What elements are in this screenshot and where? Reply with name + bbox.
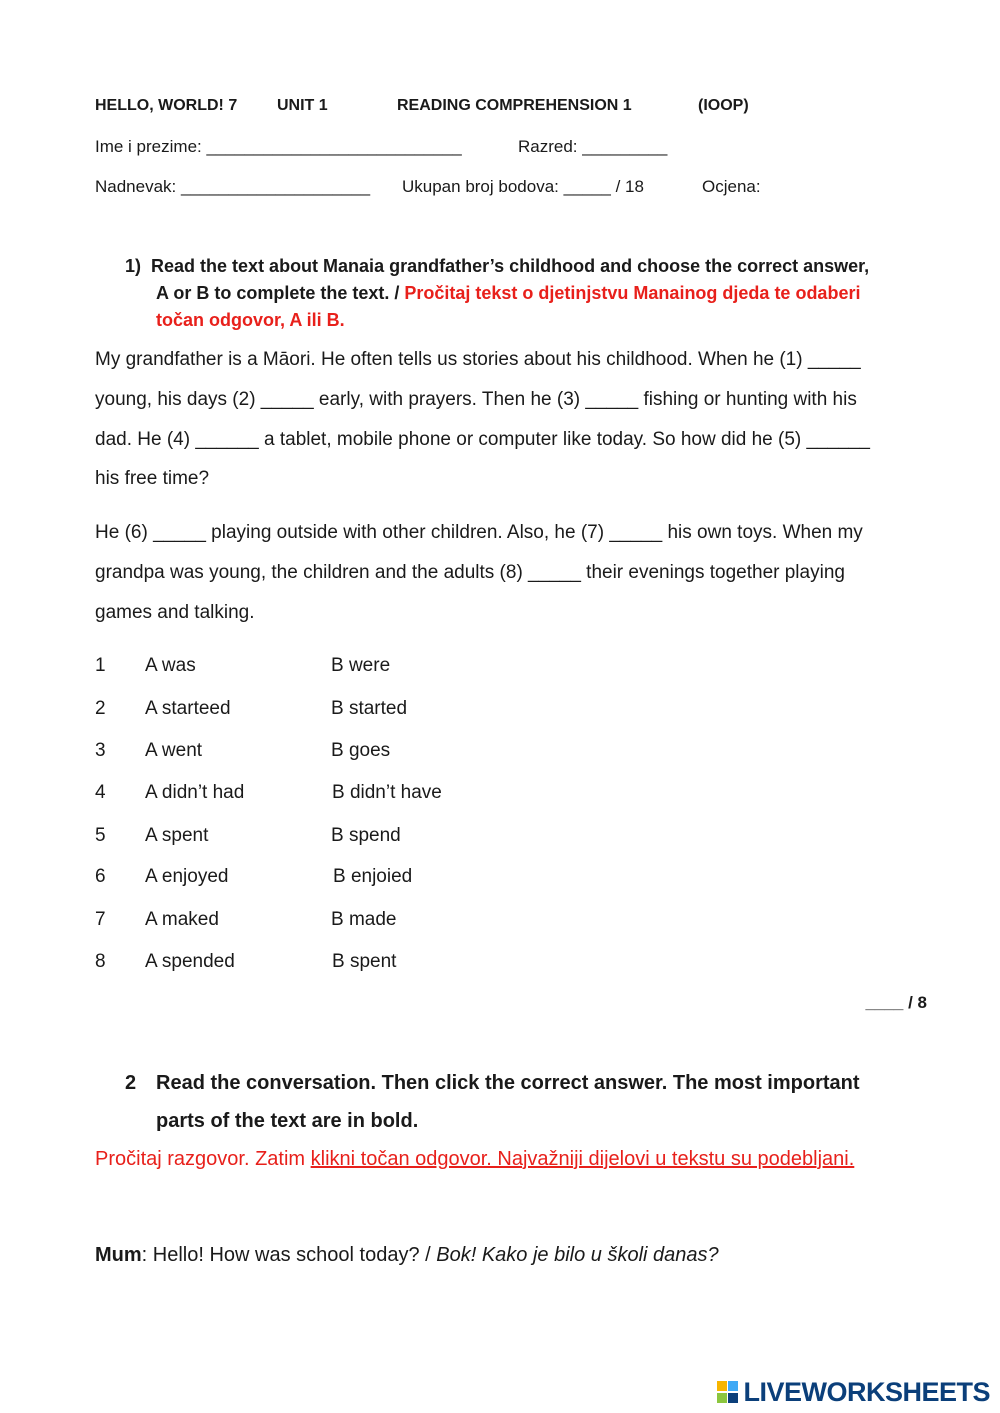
exercise1-instruction-line1 [125,256,869,277]
option-a[interactable]: A spent [145,825,209,846]
option-b[interactable]: B goes [331,740,391,761]
exercise2-hr-plain: Pročitaj razgovor. Zatim [95,1148,311,1170]
speaker-label: Mum [95,1244,142,1266]
option-b[interactable]: B spent [332,951,397,972]
option-b[interactable]: B enjoied [333,866,413,887]
brand-name: LIVEWORKSHEETS [743,1377,990,1407]
total-points-field: Ukupan broj bodova: _____ / 18 [402,177,644,196]
dialogue-text-en: : Hello! How was school today? / [141,1244,437,1266]
exercise1-score: ____ / 8 [865,993,927,1012]
option-a[interactable]: A was [145,655,196,676]
section-title: READING COMPREHENSION 1 [397,97,632,114]
exercise1-text-hr: Pročitaj tekst o djetinjstvu Manainog djeda te odaberi [404,283,861,303]
option-number: 5 [95,825,106,846]
exercise1-instruction-line2 [156,283,860,304]
option-number: 1 [95,655,106,676]
unit-label: UNIT 1 [277,97,328,114]
exercise2-number: 2 [125,1072,137,1094]
option-a[interactable]: A spended [145,951,235,972]
option-a[interactable]: A went [145,740,203,761]
option-b[interactable]: B didn’t have [332,782,442,803]
exercise2-instruction-line2: parts of the text are in bold. [156,1110,419,1132]
exercise1-instruction-line3: točan odgovor, A ili B. [156,310,345,330]
option-b[interactable]: B started [331,698,408,719]
paragraph2-line: He (6) _____ playing outside with other children. Also, he (7) _____ his own toys. When my [95,522,863,543]
exercise2-hr-underlined: klikni točan odgovor. Najvažniji dijelovi u tekstu su podebljani. [310,1148,855,1170]
paragraph1-line: My grandfather is a Māori. He often tells us stories about his childhood. When he (1) _____ [95,349,861,370]
option-number: 8 [95,951,106,972]
paragraph2-line: grandpa was young, the children and the adults (8) _____ their evenings together playing [95,562,845,583]
exercise1-number: 1) [125,256,142,276]
grade-field: Ocjena: [702,177,761,196]
option-a[interactable]: A maked [145,909,219,930]
exercise1-text-en: Read the text about Manaia grandfather’s childhood and choose the correct answer, [151,256,870,276]
option-b[interactable]: B made [331,909,397,930]
option-a[interactable]: A starteed [145,698,231,719]
liveworksheets-icon [717,1381,739,1405]
option-a[interactable]: A enjoyed [145,866,229,887]
option-number: 6 [95,866,106,887]
exercise2-instruction-line1: Read the conversation. Then click the correct answer. The most important [156,1072,860,1094]
paragraph2-line: games and talking. [95,602,255,623]
option-number: 7 [95,909,106,930]
exercise2-instruction-hr [95,1148,854,1171]
dialogue-line [95,1244,719,1267]
paragraph1-line: young, his days (2) _____ early, with prayers. Then he (3) _____ fishing or hunting with his [95,389,857,410]
exercise1-text-en-2: A or B to complete the text. / [156,283,405,303]
option-number: 2 [95,698,106,719]
book-title: HELLO, WORLD! 7 [95,97,238,114]
option-number: 4 [95,782,106,803]
date-field: Nadnevak: ____________________ [95,177,371,196]
name-field: Ime i prezime: ___________________________ [95,137,462,156]
liveworksheets-logo [717,1377,990,1408]
class-field: Razred: _________ [518,137,668,156]
dialogue-text-hr: Bok! Kako je bilo u školi danas? [436,1244,719,1266]
option-a[interactable]: A didn’t had [145,782,245,803]
option-number: 3 [95,740,106,761]
paragraph1-line: his free time? [95,468,210,489]
option-b[interactable]: B were [331,655,391,676]
option-b[interactable]: B spend [331,825,401,846]
level-label: (IOOP) [698,97,749,114]
paragraph1-line: dad. He (4) ______ a tablet, mobile phone or computer like today. So how did he (5) ______ [95,429,870,450]
